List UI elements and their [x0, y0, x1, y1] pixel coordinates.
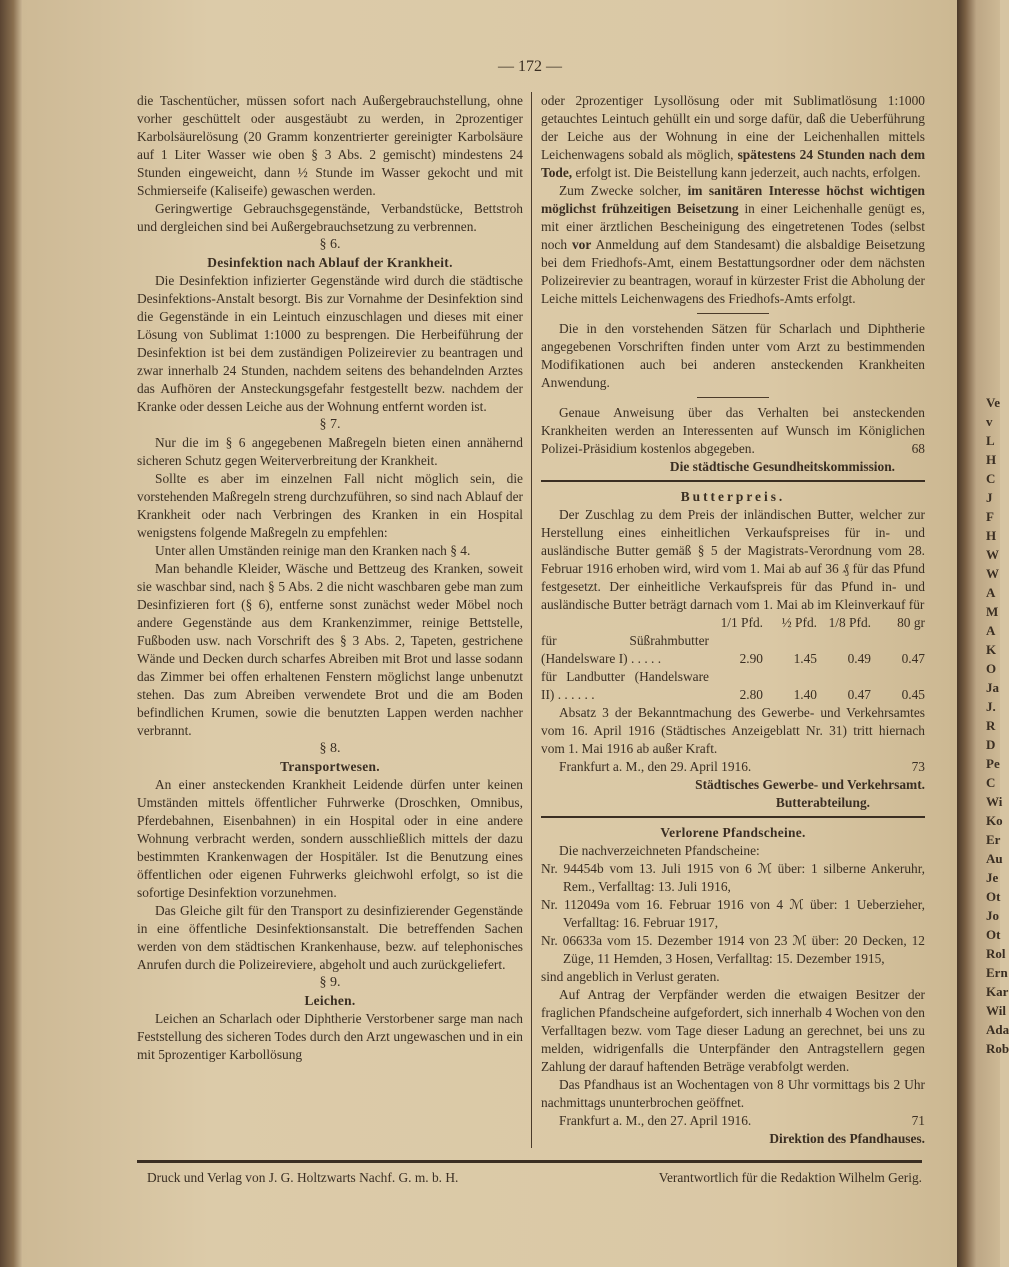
fragment-text: A	[986, 623, 996, 638]
column-header: ½ Pfd.	[781, 615, 817, 630]
fragment-text: D	[986, 737, 996, 752]
table-header-row	[541, 614, 925, 632]
fragment-text: Ern	[986, 965, 1008, 980]
price-cell: 2.80	[739, 687, 763, 702]
row-label: für Süßrahmbutter (Handelsware I) . . . . .	[541, 633, 709, 666]
fragment-text: Rol	[986, 946, 1006, 961]
fragment-text: K	[986, 642, 997, 657]
fragment-text: Ja	[986, 680, 999, 695]
date: Frankfurt a. M., den 29. April 1916.	[559, 759, 752, 774]
paragraph: Sollte es aber im einzelnen Fall nicht möglich sein, die vorstehenden Maßregeln streng durchzuführen, so sind nach Ablauf der Krankheit oder nach Verbringen des Kranken in ein Hospital wenigstens folgende Maßregeln zu empfehlen:	[137, 471, 523, 540]
column-header: 1/1 Pfd.	[720, 615, 763, 630]
fragment-text: Wil	[986, 1003, 1006, 1018]
bold-text: im sanitären Interesse höchst wichtigen möglichst frühzeitigen Beisetzung	[541, 183, 925, 216]
fragment-text: Ve	[986, 395, 1000, 410]
table-row	[541, 668, 925, 704]
fragment-text: M	[986, 604, 999, 619]
right-column	[531, 92, 925, 1148]
signature: Direktion des Pfandhauses.	[769, 1131, 925, 1146]
fragment-text: L	[986, 433, 995, 448]
text: Zum Zwecke solcher,	[559, 183, 682, 198]
paragraph: Die Desinfektion infizierter Gegenstände wird durch die städtische Desinfektions-Anstalt besorgt. Bis zur Vornahme der Desinfektion sind die Gegenstände in ein Leintuch einzuschlagen und dieses mit einer Lösung von Sublimat 1:1000 zu besprengen. Die Herbeiführung der Desinfektion ist bei dem zuständigen Polizeirevier zu beantragen und zwar innerhalb 24 Stunden, nachdem seitens des behandelnden Arztes das Aufhören der Ansteckungsgefahr festgestellt bezw. nachdem der Kranke oder dessen Leiche aus der Wohnung entfernt worden ist.	[137, 273, 523, 414]
paragraph: Der Zuschlag zu dem Preis der inländischen Butter, welcher zur Herstellung eines einheitlichen Verkaufspreises für in- und ausländische Butter gemäß § 5 der Magistrats-Verordnung vom 28. Februar 1916 erhoben wird, wird vom 1. Mai ab auf 36 ₰ für das Pfund festgesetzt. Der einheitliche Verkaufspreis für das Pfund in- und ausländische Butter beträgt darnach vom 1. Mai ab im Kleinverkauf für	[541, 507, 925, 612]
list-item: Nr. 112049a vom 16. Februar 1916 von 4 ℳ über: 1 Ueberzieher, Verfalltag: 16. Februar 1917,	[541, 897, 925, 930]
fragment-text: Kar	[986, 984, 1009, 999]
left-page-edge	[0, 0, 22, 1267]
paragraph: An einer ansteckenden Krankheit Leidende dürfen unter keinen Umständen mittels öffentlicher Fuhrwerke (Droschken, Omnibus, Pferdebahnen, Eisenbahnen) in ein Hospital oder in eine andere Wohnung verbracht werden, sondern ausschließlich mittels der dazu bestimmten Krankenwagen der Hospitäler. Ist die Benutzung eines öffentlichen oder eigenen Fuhrwerks gleichwohl erfolgt, so ist die sofortige Desinfektion vorzunehmen.	[137, 777, 523, 900]
paragraph: Nur die im § 6 angegebenen Maßregeln bieten einen annähernd sicheren Schutz gegen Weiterverbreitung der Krankheit.	[137, 435, 523, 468]
left-column	[137, 92, 531, 1148]
page-body	[137, 92, 926, 1187]
section-number: § 7.	[319, 417, 341, 432]
section-number: § 9.	[319, 975, 341, 990]
imprint	[137, 1169, 922, 1187]
fragment-text: Pe	[986, 756, 1000, 771]
paragraph: Unter allen Umständen reinige man den Kranken nach § 4.	[155, 543, 471, 558]
paragraph: Auf Antrag der Verpfänder werden die etwaigen Besitzer der fraglichen Pfandscheine aufgefordert, sich innerhalb 4 Wochen von den Verfalltagen bezw. vom Tage dieser Ladung an gerechnet, bei uns zu melden, widrigenfalls die Unterpfänder den Antragstellern gegen Zahlung der darauf haftenden Beträge verabfolgt werden.	[541, 987, 925, 1074]
fragment-text: J	[986, 490, 993, 505]
fragment-text: Je	[986, 870, 999, 885]
price-cell: 1.45	[793, 651, 817, 666]
signature: Butterabteilung.	[775, 795, 870, 810]
fragment-text: W	[986, 547, 999, 562]
fragment-text: H	[986, 528, 997, 543]
fragment-text: R	[986, 718, 996, 733]
page-number: — 172 —	[498, 58, 562, 75]
fragment-text: Au	[986, 851, 1003, 866]
paragraph: Leichen an Scharlach oder Diphtherie Verstorbener sarge man nach Feststellung des sicheren Todes durch den Arzt ungewaschen und in ein mit 5prozentiger Karbollösung	[137, 1011, 523, 1062]
text: Genaue Anweisung über das Verhalten bei ansteckenden Krankheiten werden an Interessenten auf Wunsch im Königlichen Polizei-Präsidium kostenlos abgegeben.	[541, 405, 925, 456]
paragraph: Die nachverzeichneten Pfandscheine:	[559, 843, 760, 858]
fragment-text: O	[986, 661, 997, 676]
price-cell: 0.49	[847, 651, 871, 666]
editor: Verantwortlich für die Redaktion Wilhelm Gerig.	[658, 1169, 922, 1185]
section-number: § 8.	[319, 741, 341, 756]
price-cell: 0.47	[847, 687, 871, 702]
paragraph	[541, 92, 925, 182]
date: Frankfurt a. M., den 27. April 1916.	[559, 1113, 752, 1128]
paragraph: Das Gleiche gilt für den Transport zu desinfizierender Gegenstände in eine öffentliche Desinfektionsanstalt. Die betreffenden Sachen werden von dem städtischen Krankenhause, bezw. auf telephonisches Anrufen durch die Polizeireviere, abgeholt und auch zurückgeliefert.	[137, 903, 523, 972]
footer-rule	[137, 1160, 922, 1163]
fragment-text: J.	[986, 699, 996, 714]
price-cell: 0.45	[901, 687, 925, 702]
price-cell: 2.90	[739, 651, 763, 666]
price-cell: 0.47	[901, 651, 925, 666]
fragment-text: A	[986, 585, 996, 600]
section-number: § 6.	[319, 237, 341, 252]
dateline	[541, 1112, 925, 1130]
fragment-text: Wi	[986, 794, 1003, 809]
butter-price-table	[541, 614, 925, 704]
section-heading: Leichen.	[304, 993, 356, 1008]
text: erfolgt ist. Die Beistellung kann jederzeit, auch nachts, erfolgen.	[575, 165, 921, 180]
notice-number: 73	[911, 759, 925, 774]
fragment-text: C	[986, 775, 996, 790]
section-heading: Transportwesen.	[280, 759, 380, 774]
columns	[137, 92, 926, 1148]
row-label: für Landbutter (Handelsware II) . . . . . .	[541, 669, 709, 702]
divider	[697, 397, 769, 398]
paragraph: die Taschentücher, müssen sofort nach Außergebrauchstellung, ohne vorher geschüttelt oder ausgestäubt zu werden, in 2prozentiger Karbolsäurelösung (20 Gramm konzentrierter gereinigter Karbolsäure auf 1 Liter Wasser wie oben § 3 Abs. 2 gemischt) mindestens 24 Stunden eingeweicht, dann ½ Stunde im Wasser gekocht und mit Schmierseife (Kaliseife) gewaschen werden.	[137, 93, 523, 198]
signature: Die städtische Gesundheitskommission.	[669, 459, 895, 474]
fragment-text: Ot	[986, 889, 1001, 904]
section-heading: Desinfektion nach Ablauf der Krankheit.	[207, 255, 453, 270]
publisher: Druck und Verlag von J. G. Holtzwarts Nachf. G. m. b. H.	[147, 1169, 459, 1185]
table-row	[541, 632, 925, 668]
fragment-text: Rob	[986, 1041, 1009, 1056]
notice-number: 71	[911, 1113, 925, 1128]
notice-title: Verlorene Pfandscheine.	[660, 825, 806, 840]
paragraph: Man behandle Kleider, Wäsche und Bettzeug des Kranken, soweit sie waschbar sind, nach § 5 Abs. 2 die nicht waschbaren gebe man zum Desinfizieren fort (§ 6), entferne sonst zunächst weder Möbel noch andere Gegenstände aus dem Krankenzimmer, reinige Bettstelle, Fußboden usw. nach Vorschrift des § 3 Abs. 2, Tapeten, gestrichene Wände und Decken durch scharfes Abreiben mit Brot und lasse sodann das Zimmer bei offen erhaltenen Fenstern möglichst lange unbenutzt stehen. Das zum Abreiben verwendete Brot und die am Boden befindlichen Krumen, sowie die benutzten Lappen werden nachher verbrannt.	[137, 561, 523, 738]
fragment-text: W	[986, 566, 999, 581]
signature: Städtisches Gewerbe- und Verkehrsamt.	[695, 777, 925, 792]
fragment-text: v	[986, 414, 993, 429]
paragraph: Absatz 3 der Bekanntmachung des Gewerbe- und Verkehrsamtes vom 16. April 1916 (Städtisches Anzeigeblatt Nr. 31) tritt hiernach vom 1. Mai 1916 ab außer Kraft.	[541, 705, 925, 756]
fragment-text: F	[986, 509, 994, 524]
notice-number: 68	[911, 441, 925, 456]
list-item: Nr. 06633a vom 15. Dezember 1914 von 23 ℳ über: 20 Decken, 12 Züge, 11 Hemden, 3 Hosen, Verfalltag: 15. Dezember 1915,	[541, 933, 925, 966]
fragment-text: Er	[986, 832, 1001, 847]
paragraph	[541, 182, 925, 308]
bold-text: vor	[571, 237, 592, 252]
text: Anmeldung auf dem Standesamt) die alsbaldige Beisetzung bei dem Friedhofs-Amt, einem Bestattungsordner oder dem nächsten Polizeirevier zu beantragen, worauf in kürzester Frist die Abholung der Leiche mittels Leichenwagens des Friedhofs-Amts erfolgt.	[541, 237, 925, 306]
fragment-text: Ada	[986, 1022, 1009, 1037]
fragment-text: Ko	[986, 813, 1003, 828]
section-rule	[541, 816, 925, 818]
list-item: Nr. 94454b vom 13. Juli 1915 von 6 ℳ über: 1 silberne Ankeruhr, Rem., Verfalltag: 13. Juli 1916,	[541, 861, 925, 894]
text: oder 2prozentiger Lysollösung oder mit Sublimatlösung 1:1000 getauchtes Leintuch gehüllt ein und sorge dafür, daß die Ueberführung der Leiche aus der Wohnung in eine der Leichenhallen mittels Leichenwagens sobald als möglich,	[541, 93, 925, 162]
fragment-text: Ot	[986, 927, 1001, 942]
paragraph: Geringwertige Gebrauchsgegenstände, Verbandstücke, Bettstroh und dergleichen sind bei Außergebrauchsetzung zu verbrennen.	[137, 201, 523, 234]
bold-text: spätestens 24 Stunden nach dem Tode,	[541, 147, 925, 180]
column-header: 80 gr	[897, 615, 925, 630]
section-rule	[541, 480, 925, 482]
divider	[697, 313, 769, 314]
price-cell: 1.40	[793, 687, 817, 702]
fragment-text: H	[986, 452, 997, 467]
paragraph: sind angeblich in Verlust geraten.	[541, 969, 720, 984]
dateline	[541, 758, 925, 776]
notice-title: Butterpreis.	[680, 489, 786, 504]
paragraph: Das Pfandhaus ist an Wochentagen von 8 Uhr vormittags bis 2 Uhr nachmittags ununterbrochen geöffnet.	[541, 1077, 925, 1110]
text: in einer Leichenhalle genügt es, mit einer ärztlichen Bescheinigung des eingetretenen Todes (selbst noch	[541, 201, 925, 252]
fragment-text: C	[986, 471, 996, 486]
column-header: 1/8 Pfd.	[828, 615, 871, 630]
paragraph	[541, 404, 925, 458]
fragment-text: Jo	[986, 908, 999, 923]
paragraph: Die in den vorstehenden Sätzen für Scharlach und Diphtherie angegebenen Vorschriften finden unter vom Arzt zu bestimmenden Modifikationen auch bei anderen ansteckenden Krankheiten Anwendung.	[541, 321, 925, 390]
